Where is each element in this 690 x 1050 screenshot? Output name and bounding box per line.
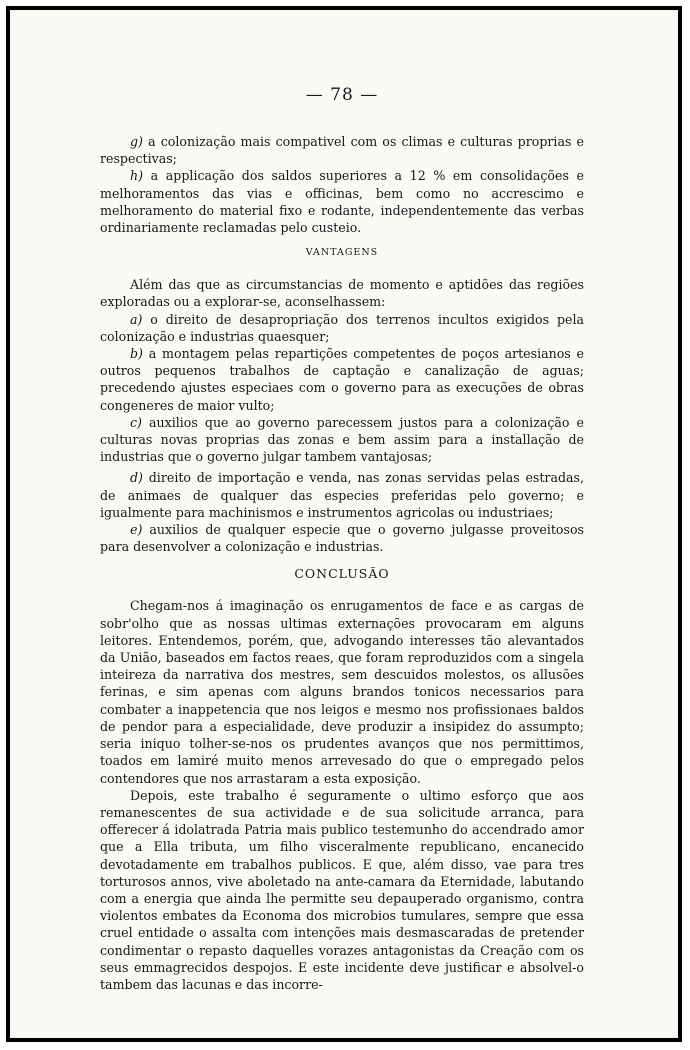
item-text: o direito de desapropriação dos terrenos incultos exigidos pela colonização e industrias quaesquer; — [100, 311, 584, 344]
item-text: a colonização mais compativel com os climas e culturas proprias e respectivas; — [100, 134, 584, 167]
item-text: a applicação dos saldos superiores a 12 % em consolidações e melhoramentos das vias e officinas, bem como no accrescimo e melhoramento do material fixo e rodante, independentemente das verbas ordinariamente reclamadas pelo custeio. — [100, 168, 584, 236]
document-page — [100, 85, 584, 993]
list-item — [100, 521, 584, 555]
list-item — [100, 167, 584, 236]
item-text: auxilios que ao governo parecessem justos para a colonização e culturas novas proprias das zonas e bem assim para a installação de industrias que o governo julgar tambem vantajosas; — [100, 414, 584, 465]
item-text: auxilios de qualquer especie que o governo julgasse proveitosos para desenvolver a colonização e industrias. — [100, 522, 584, 555]
intro-paragraph: Além das que as circumstancias de momento e aptidões das regiões exploradas ou a explorar-se, aconselhassem: — [100, 277, 584, 310]
item-label: d) — [130, 470, 143, 486]
item-label: c) — [130, 414, 142, 430]
section-heading-vantagens: VANTAGENS — [305, 247, 379, 259]
item-label: g) — [130, 134, 143, 149]
item-label: h) — [130, 168, 144, 184]
item-label: e) — [130, 522, 143, 538]
body-paragraph: Depois, este trabalho é seguramente o ultimo esforço que aos remanescentes de sua actividade e de sua solicitude arranca, para offerecer á idolatrada Patria mais publico testemunho do accendrado amor que a Ella tributa, um filho visceralmente republicano, encanecido devotadamente em trabalhos publicos. E que, além disso, vae para tres torturosos annos, vive aboletado na ante-camara da Eternidade, labutando com a energia que ainda lhe permitte seu depauperado organismo, contra violentos embates da Economa dos microbios tumulares, sempre que essa cruel entidade o assalta com intenções mais desmascaradas de pretender condimentar o repasto daquelles vorazes antagonistas da Creação com os seus emmagrecidos despojos. E este incidente deve justificar e absolvel-o tambem das lacunas e das incorre- — [100, 787, 584, 992]
list-item — [100, 311, 584, 345]
item-text: direito de importação e venda, nas zonas servidas pelas estradas, de animaes de qualquer das especies preferidas pelo governo; e igualmente para machinismos e instrumentos agricolas ou industriaes; — [100, 470, 584, 520]
item-label: a) — [130, 311, 143, 327]
section-heading-conclusao: CONCLUSÃO — [294, 566, 390, 582]
list-item — [100, 414, 584, 466]
page-number: — 78 — — [305, 85, 379, 105]
item-text: a montagem pelas repartições competentes de poços artesianos e outros pequenos trabalhos de captação e canalização de aguas; precedendo ajustes especiaes com o governo para as execuções de obras congeneres de maior vulto; — [100, 346, 584, 413]
item-label: b) — [130, 346, 143, 362]
list-item — [100, 345, 584, 414]
body-paragraph: Chegam-nos á imaginação os enrugamentos de face e as cargas de sobr'olho que as nossas ultimas externações provocaram em alguns leitores. Entendemos, porém, que, advogando interesses tão alevantados da União, baseados em factos reaes, que foram reproduzidos com a singela inteireza da narrativa dos mestres, sem descuidos molestos, os allusões ferinas, e sim apenas com alguns brandos tonicos necessarios para combater a inappetencia que nos leigos e mesmo nos profissionaes baldos de pendor para a especialidade, deve produzir a insipidez do assumpto; seria iniquo tolher-se-nos os prudentes avanços que nos permittimos, toados em lamiré muito menos arrevesado do que o empregado pelos contendores que nos arrastaram a esta exposição. — [100, 598, 584, 786]
list-item — [100, 469, 584, 521]
list-item — [100, 133, 584, 167]
